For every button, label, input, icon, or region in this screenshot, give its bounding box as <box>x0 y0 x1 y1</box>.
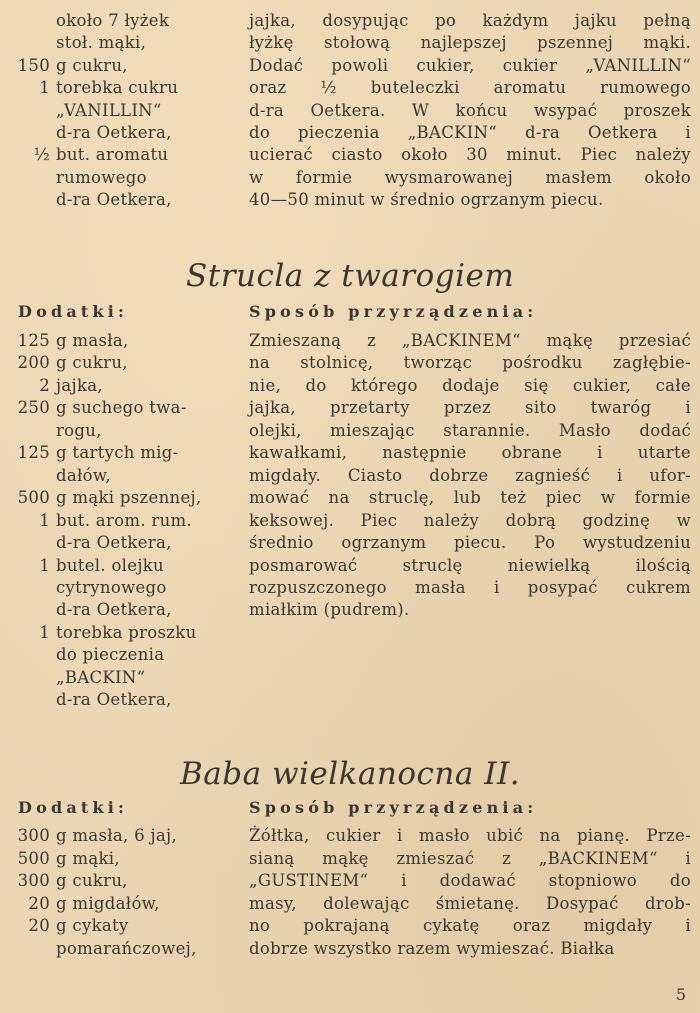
ingredient-text: jajka, <box>56 375 103 395</box>
ingredient-text: torebka proszku <box>56 622 197 642</box>
recipe-title: Baba wielkanocna II. <box>180 756 521 792</box>
method-line: rozpuszczonego masła i posypać cukrem <box>249 577 691 597</box>
method-line: w formie wysmarowanej masłem około <box>249 167 691 187</box>
ingredient-text: rogu, <box>56 420 102 440</box>
ingredient-text: g cukru, <box>56 353 128 373</box>
page-number: 5 <box>675 985 686 1004</box>
method-line: 40—50 minut w średnio ogrzanym piecu. <box>249 190 604 210</box>
ingredient-text: butel. olejku <box>56 555 164 575</box>
ingredient-quantity: 150 <box>17 55 50 75</box>
ingredient-text: g mąki pszennej, <box>56 488 202 508</box>
method-line: łyżkę stołową najlepszej pszennej mąki. <box>249 33 691 53</box>
ingredient-quantity: 500 <box>17 488 50 508</box>
ingredient-text: but. arom. rum. <box>56 510 193 530</box>
ingredient-quantity: 125 <box>17 443 50 463</box>
ingredient-text: g tartych mig- <box>56 443 179 463</box>
ingredient-text: do pieczenia <box>56 645 165 665</box>
ingredient-quantity: 200 <box>17 353 50 373</box>
ingredient-text: d-ra Oetkera, <box>56 123 172 142</box>
method-line: nie, do którego dodaje się cukier, całe <box>249 375 691 395</box>
method-line: no pokrajaną cykatę oraz migdały i <box>249 916 691 936</box>
ingredient-quantity: 300 <box>17 826 50 845</box>
ingredient-text: but. aromatu <box>56 145 169 165</box>
ingredient-text: stoł. mąki, <box>56 33 147 53</box>
ingredient-quantity: 1 <box>39 622 50 642</box>
ingredient-quantity: 2 <box>39 375 50 395</box>
recipe-title: Strucla z twarogiem <box>186 258 515 294</box>
method-line: na stolnicę, tworząc pośrodku zagłębie- <box>249 353 691 373</box>
method-line: Żółtka, cukier i masło ubić na pianę. Prze- <box>249 826 691 845</box>
method-line: jajka, dosypując po każdym jajku pełną <box>249 11 691 30</box>
method-line: średnio ogrzanym piecu. Po wystudzeniu <box>249 533 691 553</box>
ingredient-text: d-ra Oetkera, <box>56 533 172 553</box>
ingredient-text: d-ra Oetkera, <box>56 190 172 210</box>
ingredient-quantity: 1 <box>39 78 50 98</box>
ingredients-heading: Dodatki: <box>18 302 129 321</box>
ingredient-text: g mąki, <box>56 848 120 868</box>
ingredient-text: „BACKIN“ <box>56 667 146 687</box>
ingredient-text: około 7 łyżek <box>56 11 170 30</box>
ingredient-text: „VANILLIN“ <box>56 100 162 120</box>
method-line: „GUSTINEM“ i dodawać stopniowo do <box>249 871 691 891</box>
ingredient-text: g cykaty <box>56 916 129 936</box>
ingredient-text: pomarańczowej, <box>56 939 197 958</box>
ingredient-text: cytrynowego <box>56 577 167 597</box>
method-heading: Sposób przyrządzenia: <box>249 798 538 817</box>
method-heading: Sposób przyrządzenia: <box>249 302 538 321</box>
method-line: migdały. Ciasto dobrze zagnieść i ufor- <box>249 465 691 485</box>
ingredient-quantity: 250 <box>17 398 50 418</box>
ingredient-quantity: ½ <box>33 145 50 165</box>
method-line: jajka, przetarty przez sito twaróg i <box>249 398 691 418</box>
ingredient-text: dałów, <box>56 465 111 485</box>
method-line: mować na struclę, lub też piec w formie <box>249 488 691 508</box>
method-line: Dodać powoli cukier, cukier „VANILLIN“ <box>249 55 691 75</box>
ingredient-text: g masła, 6 jaj, <box>56 826 177 845</box>
method-line: Zmieszaną z „BACKINEM“ mąkę przesiać <box>249 331 691 350</box>
method-line: olejki, mieszając starannie. Masło dodać <box>249 420 691 440</box>
method-line: sianą mąkę zmieszać z „BACKINEM“ i <box>249 848 691 868</box>
ingredient-text: torebka cukru <box>56 78 179 98</box>
ingredient-quantity: 1 <box>39 555 50 575</box>
ingredient-quantity: 500 <box>17 848 50 868</box>
method-line: keksowej. Piec należy dobrą godzinę w <box>249 510 691 530</box>
method-line: dobrze wszystko razem wymieszać. Białka <box>249 939 615 958</box>
method-line: miałkim (pudrem). <box>249 600 410 620</box>
method-line: do pieczenia „BACKIN“ d-ra Oetkera i <box>249 123 691 142</box>
method-line: kawałkami, następnie obrane i utarte <box>249 443 691 463</box>
ingredient-text: g suchego twa- <box>56 398 187 418</box>
method-line: masy, dolewając śmietanę. Dosypać drob- <box>249 893 691 913</box>
ingredients-heading: Dodatki: <box>18 798 129 817</box>
method-line: d-ra Oetkera. W końcu wsypać proszek <box>249 100 691 120</box>
method-line: oraz ½ buteleczki aromatu rumowego <box>249 78 691 98</box>
ingredient-quantity: 20 <box>28 916 50 936</box>
ingredient-text: rumowego <box>56 167 147 187</box>
ingredient-text: d-ra Oetkera, <box>56 690 172 710</box>
ingredient-text: g cukru, <box>56 871 128 891</box>
ingredient-text: d-ra Oetkera, <box>56 600 172 620</box>
ingredient-quantity: 300 <box>17 871 50 891</box>
ingredient-text: g masła, <box>56 331 129 350</box>
ingredient-text: g migdałów, <box>56 893 160 913</box>
method-line: ucierać ciasto około 30 minut. Piec należy <box>249 145 691 165</box>
ingredient-quantity: 125 <box>17 331 50 350</box>
ingredient-quantity: 1 <box>39 510 50 530</box>
ingredient-quantity: 20 <box>28 893 50 913</box>
method-line: posmarować struclę niewielką ilością <box>249 555 691 575</box>
ingredient-text: g cukru, <box>56 55 128 75</box>
